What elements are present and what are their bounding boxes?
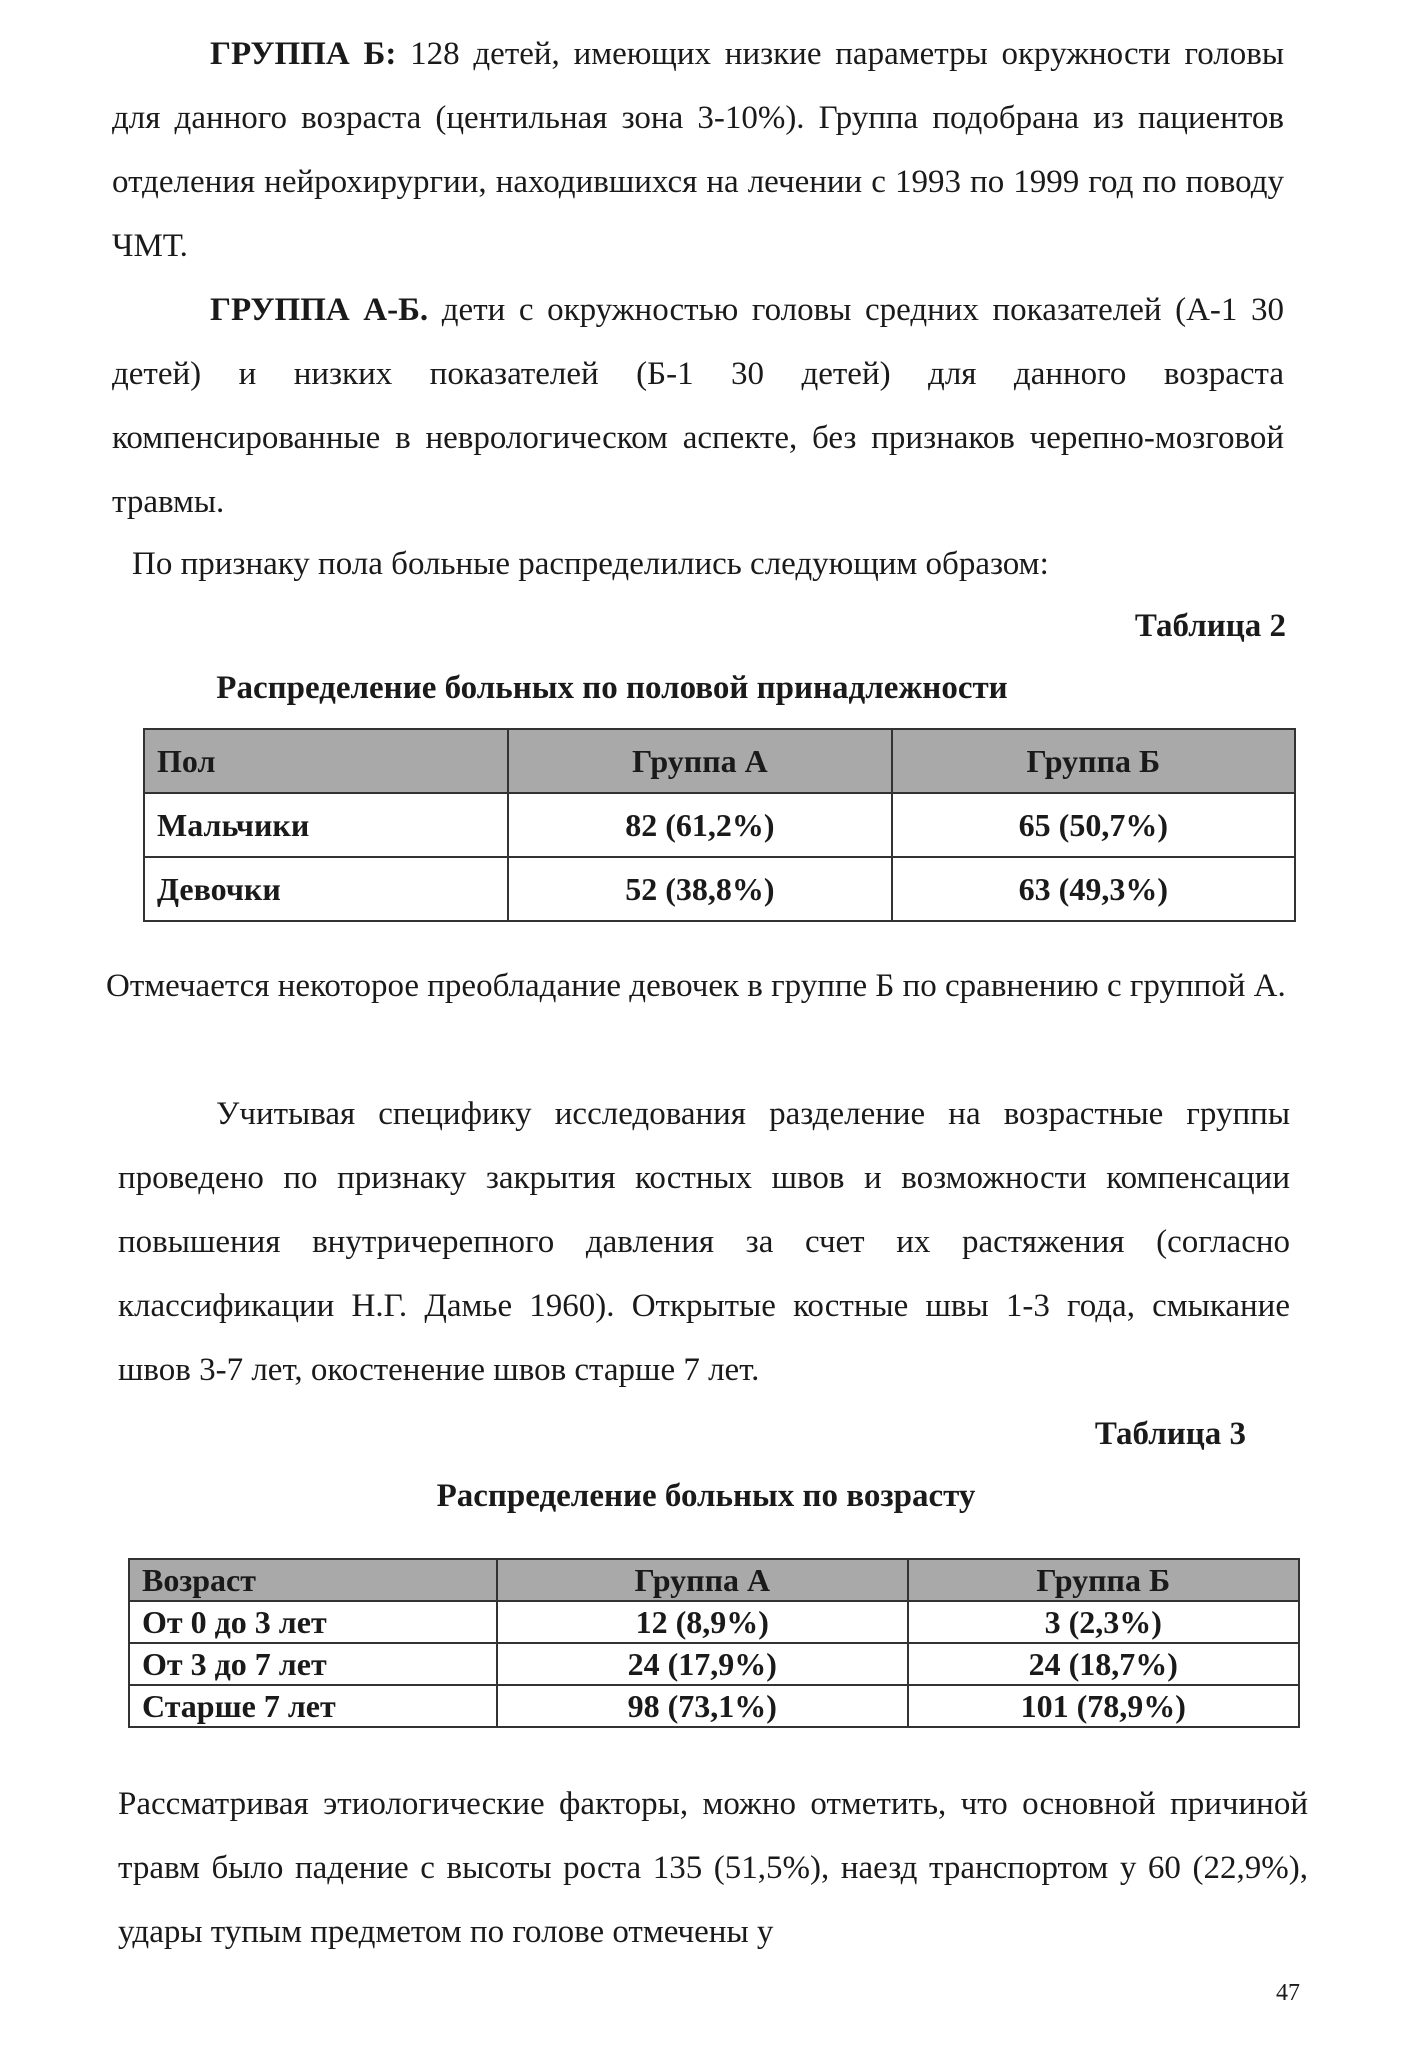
table3-title: Распределение больных по возрасту [436,1478,976,1514]
table3-number: Таблица 3 [1094,1416,1246,1452]
table-cell: 63 (49,3%) [892,857,1295,921]
age-paragraph: Учитывая специфику исследования разделение на возрастные группы проведено по признаку закрытия костных швов и возможности компенсации повышения внутричерепного давления за счет их растяжения (согласно классификации Н.Г. Дамье 1960). Открытые костные швы 1-3 года, смыкание швов 3-7 лет, окостенение швов старше 7 лет. [118,1096,1290,1388]
group-ab-label: ГРУППА А-Б. [210,292,429,328]
table-header-cell: Возраст [129,1559,497,1601]
sex-distribution-table [143,728,1296,922]
table-cell: 98 (73,1%) [497,1685,907,1727]
table-cell: 24 (18,7%) [908,1643,1300,1685]
table-cell: 52 (38,8%) [508,857,892,921]
table-cell: Девочки [144,857,508,921]
table-cell: От 0 до 3 лет [129,1601,497,1643]
girls-note-paragraph: Отмечается некоторое преобладание девочек в группе Б по сравнению с группой А. [106,968,1286,1004]
table-cell: 12 (8,9%) [497,1601,907,1643]
page-number: 47 [1276,1980,1300,2006]
group-b-label: ГРУППА Б: [210,36,397,72]
table-cell: 82 (61,2%) [508,793,892,857]
table-row [129,1643,1299,1685]
table-header-cell: Группа А [508,729,892,793]
group-ab-paragraph [112,278,1284,534]
table-cell: Старше 7 лет [129,1685,497,1727]
table-cell: 65 (50,7%) [892,793,1295,857]
table-header-cell: Группа Б [892,729,1295,793]
table-header-row [129,1559,1299,1601]
table-header-row [144,729,1295,793]
age-distribution-table [128,1558,1300,1728]
table-row [144,857,1295,921]
table2-number: Таблица 2 [1134,608,1286,644]
table-cell: 101 (78,9%) [908,1685,1300,1727]
etiology-paragraph: Рассматривая этиологические факторы, можно отметить, что основной причиной травм было падение с высоты роста 135 (51,5%), наезд транспортом у 60 (22,9%), удары тупым предметом по голове отмечены у [118,1786,1308,1950]
table2-title: Распределение больных по половой принадлежности [216,670,1008,706]
sex-intro-paragraph: По признаку пола больные распределились следующим образом: [132,546,1049,582]
table-cell: 3 (2,3%) [908,1601,1300,1643]
table-row [129,1601,1299,1643]
table-cell: От 3 до 7 лет [129,1643,497,1685]
group-b-text: 128 детей, имеющих низкие параметры окружности головы для данного возраста (центильная зона 3-10%). Группа подобрана из пациентов отделения нейрохирургии, находившихся на лечении с 1993 по 1999 год по поводу ЧМТ. [112,36,1284,264]
table-header-cell: Группа Б [908,1559,1300,1601]
group-b-paragraph [112,22,1284,278]
table-row [129,1685,1299,1727]
table-header-cell: Пол [144,729,508,793]
table-row [144,793,1295,857]
table-header-cell: Группа А [497,1559,907,1601]
group-ab-text: дети с окружностью головы средних показателей (А-1 30 детей) и низких показателей (Б-1 30 детей) для данного возраста компенсированные в неврологическом аспекте, без признаков черепно-мозговой травмы. [112,292,1284,520]
table-cell: Мальчики [144,793,508,857]
table-cell: 24 (17,9%) [497,1643,907,1685]
